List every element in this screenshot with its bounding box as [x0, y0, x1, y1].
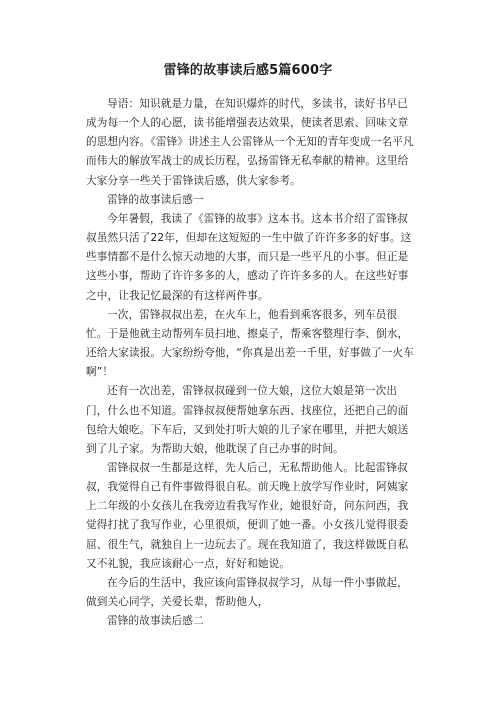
body-paragraph: 还有一次出差，雷锋叔叔碰到一位大娘，这位大娘是第一次出门，什么也不知道。雷锋叔叔便帮她拿东西、找座位，还把自己的面包给大娘吃。下车后，又到处打听大娘的儿子家在哪里，并把大娘送到了儿子家。为帮助大娘，他耽误了自己办事的时间。 — [86, 385, 409, 455]
intro-paragraph: 导语：知识就是力量，在知识爆炸的时代，多读书，读好书早已成为每一个人的心愿，读书能增强表达效果，使读者思索、回味文章的思想内容。《雷锋》讲述主人公雷锋从一个无知的青年变成一名平凡而伟大的解放军战士的成长历程，弘扬雷锋无私奉献的精神。这里给大家分享一些关于雷锋读后感，供大家参考。 — [86, 98, 414, 187]
document-title: 雷锋的故事读后感5篇600字 — [163, 63, 333, 78]
section-heading-1: 雷锋的故事读后感一 — [107, 193, 204, 206]
section-heading-2: 雷锋的故事读后感二 — [107, 615, 204, 628]
body-paragraph: 雷锋叔叔一生都是这样，先人后己，无私帮助他人。比起雷锋叔叔，我觉得自己有件事做得很自私。前天晚上放学写作业时，阿姨家上二年级的小女孩儿在我旁边看我写作业，她很好奇，问东问西，我觉得打扰了我写作业，心里很烦，便训了她一番。小女孩儿觉得很委屈、很生气，就独自上一边玩去了。现在我知道了，我这样做既自私又不礼貌，我应该耐心一点，好好和她说。 — [86, 461, 409, 570]
body-paragraph: 在今后的生活中，我应该向雷锋叔叔学习，从每一件小事做起，做到关心同学，关爱长辈，帮助他人， — [86, 576, 408, 609]
body-paragraph: 一次，雷锋叔叔出差，在火车上，他看到乘客很多，列车员很忙。于是他就主动帮列车员扫地、擦桌子，帮乘客整理行李、倒水，还给大家读报。大家纷纷夸他，“你真是出差一千里，好事做了一火车啊”！ — [86, 308, 414, 379]
body-paragraph: 今年暑假，我读了《雷锋的故事》这本书。这本书介绍了雷锋叔叔虽然只活了22年，但却在这短短的一生中做了许许多多的好事。这些事情都不是什么惊天动地的大事，而只是一些平凡的小事。但正是这些小事，帮助了许许多多的人，感动了许许多多的人。在这些好事之中，让我记忆最深的有这样两件事。 — [86, 212, 412, 302]
document-body — [86, 95, 414, 631]
